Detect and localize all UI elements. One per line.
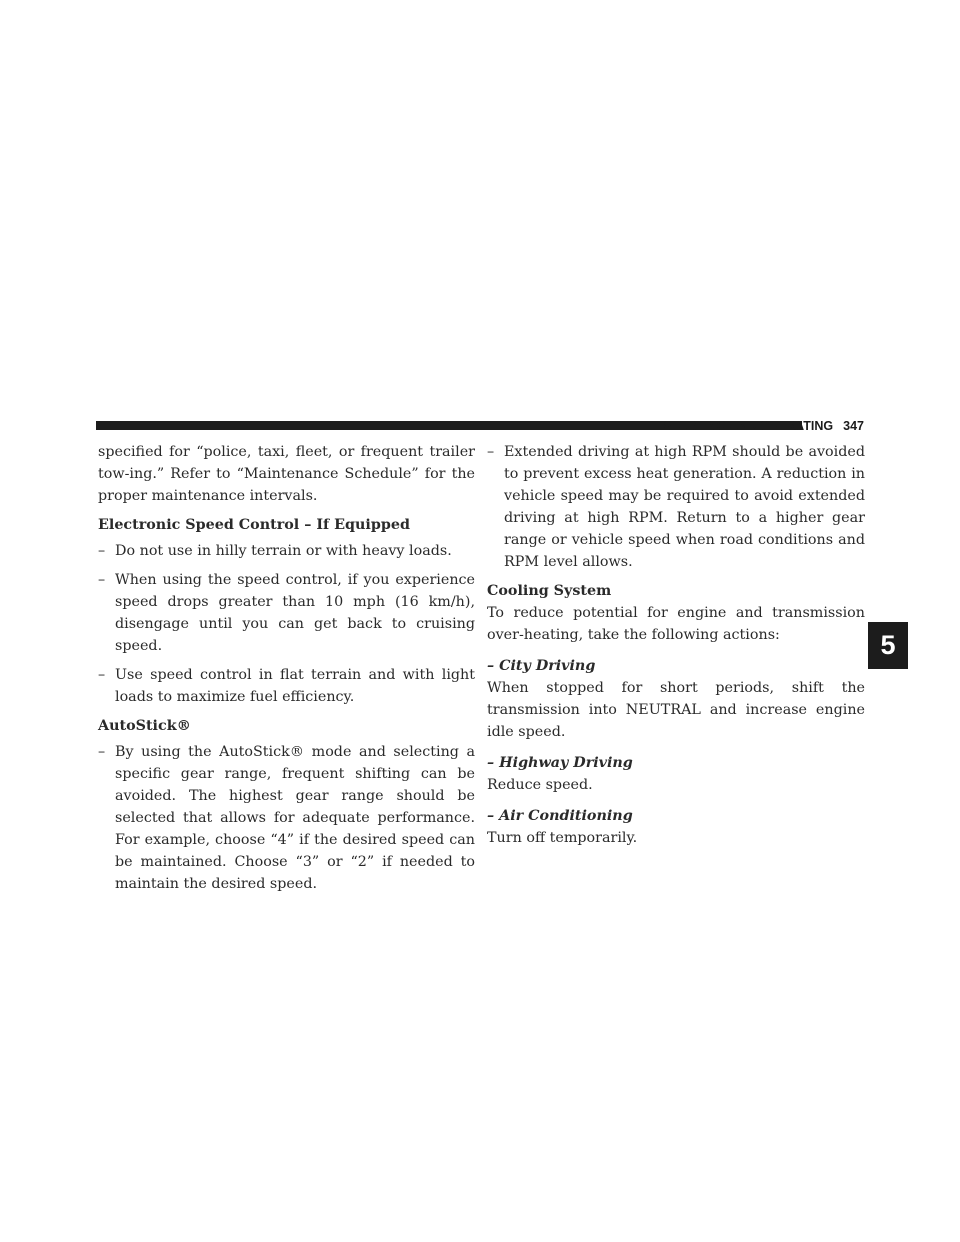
- air-conditioning-heading: – Air Conditioning: [487, 808, 633, 824]
- list-item: – Extended driving at high RPM should be avoided to prevent excess heat generation. A reduction in vehicle speed may be required to avoid extended driving at high RPM. Return to a higher gear range or vehicle speed when road conditions and RPM level allows.: [487, 441, 865, 573]
- intro-paragraph: specified for “police, taxi, fleet, or frequent trailer tow-ing.” Refer to “Maintenance Schedule” for the proper maintenance intervals.: [98, 444, 475, 504]
- right-column: [487, 441, 865, 856]
- list-item: – By using the AutoStick® mode and selecting a specific gear range, frequent shifting can be avoided. The highest gear range should be selected that allows for adequate performance. For example, choose “4” if the desired speed can be maintained. Choose “3” or “2” if needed to maintain the desired speed.: [98, 741, 475, 895]
- list-item: – When using the speed control, if you experience speed drops greater than 10 mph (16 km/h), disengage until you can get back to cruising speed.: [98, 569, 475, 657]
- highway-driving-text: Reduce speed.: [487, 777, 593, 793]
- cooling-system-heading: Cooling System: [487, 583, 612, 599]
- speed-control-heading: Electronic Speed Control – If Equipped: [98, 517, 410, 533]
- city-driving-text: When stopped for short periods, shift the transmission into NEUTRAL and increase engine idle speed.: [487, 680, 865, 740]
- air-conditioning-text: Turn off temporarily.: [487, 830, 638, 846]
- running-header: [663, 419, 864, 433]
- city-driving-heading: – City Driving: [487, 658, 596, 674]
- chapter-tab: 5: [868, 622, 908, 669]
- list-item: – Use speed control in flat terrain and with light loads to maximize fuel efficiency.: [98, 664, 475, 708]
- autostick-heading: AutoStick®: [98, 718, 191, 734]
- left-column: [98, 441, 475, 902]
- section-title: STARTING AND OPERATING: [663, 419, 834, 433]
- page-number: 347: [843, 419, 864, 433]
- highway-driving-heading: – Highway Driving: [487, 755, 633, 771]
- cooling-intro: To reduce potential for engine and transmission over-heating, take the following actions:: [487, 605, 865, 643]
- list-item: – Do not use in hilly terrain or with heavy loads.: [98, 540, 475, 562]
